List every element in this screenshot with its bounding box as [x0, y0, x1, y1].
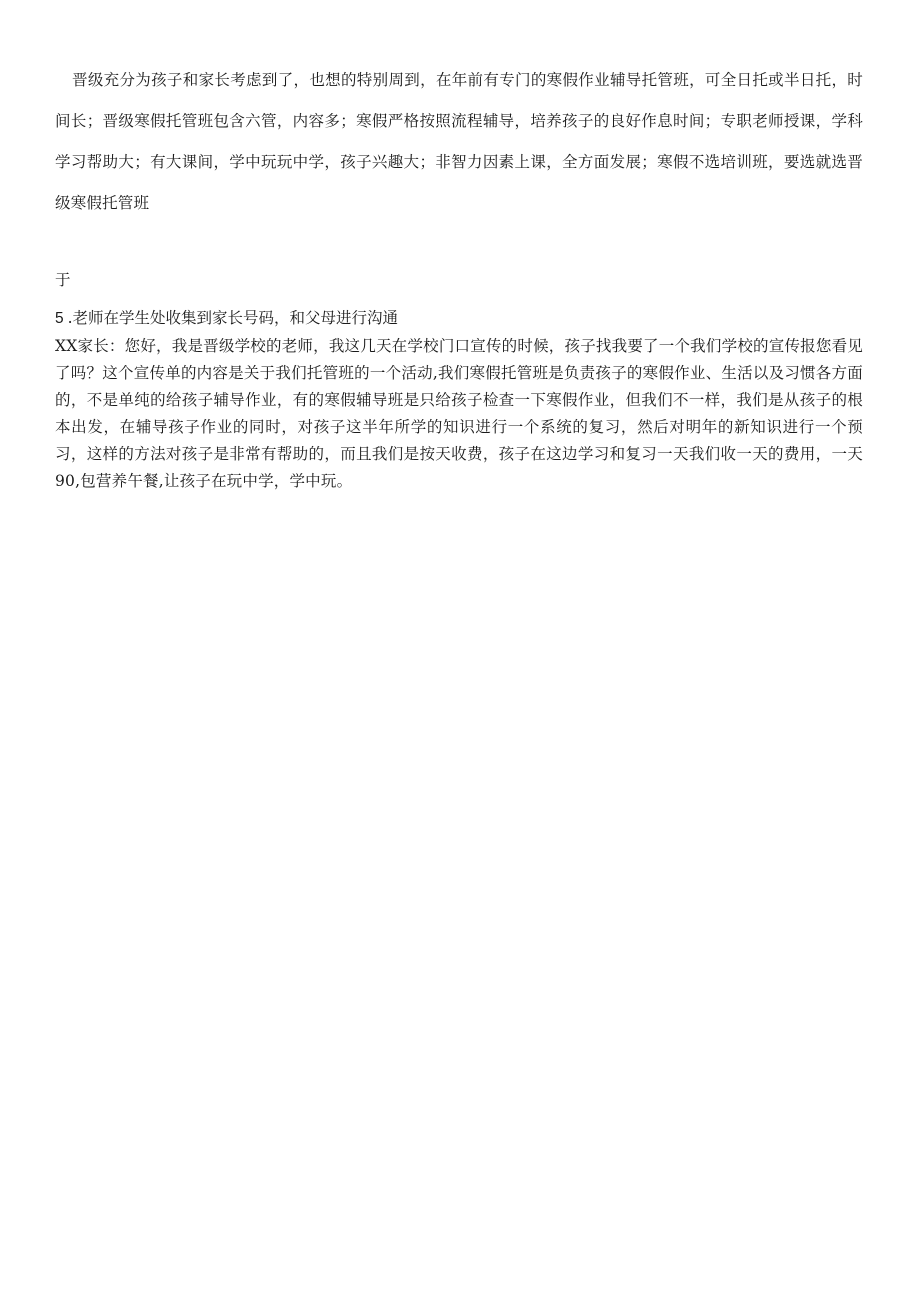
- section-body-paragraph: XX家长：您好，我是晋级学校的老师，我这几天在学校门口宣传的时候，孩子找我要了一个我们学校的宣传报您看见了吗？这个宣传单的内容是关于我们托管班的一个活动,我们寒假托管班是负责孩子的寒假作业、生活以及习惯各方面的，不是单纯的给孩子辅导作业，有的寒假辅导班是只给孩子检查一下寒假作业，但我们不一样，我们是从孩子的根本出发，在辅导孩子作业的同时，对孩子这半年所学的知识进行一个系统的复习，然后对明年的新知识进行一个预习，这样的方法对孩子是非常有帮助的，而且我们是按天收费，孩子在这边学习和复习一天我们收一天的费用，一天90,包营养午餐,让孩子在玩中学，学中玩。: [55, 337, 863, 490]
- section-heading: [55, 306, 398, 331]
- stray-character: 于: [55, 271, 71, 289]
- intro-paragraph: 晋级充分为孩子和家长考虑到了，也想的特别周到，在年前有专门的寒假作业辅导托管班，可全日托或半日托，时间长；晋级寒假托管班包含六管，内容多；寒假严格按照流程辅导，培养孩子的良好作息时间；专职老师授课，学科学习帮助大；有大课间，学中玩玩中学，孩子兴趣大；非智力因素上课，全方面发展；寒假不选培训班，要选就选晋级寒假托管班: [55, 71, 863, 212]
- section-number: 5: [55, 310, 64, 327]
- section-title: .老师在学生处收集到家长号码，和父母进行沟通: [67, 309, 399, 327]
